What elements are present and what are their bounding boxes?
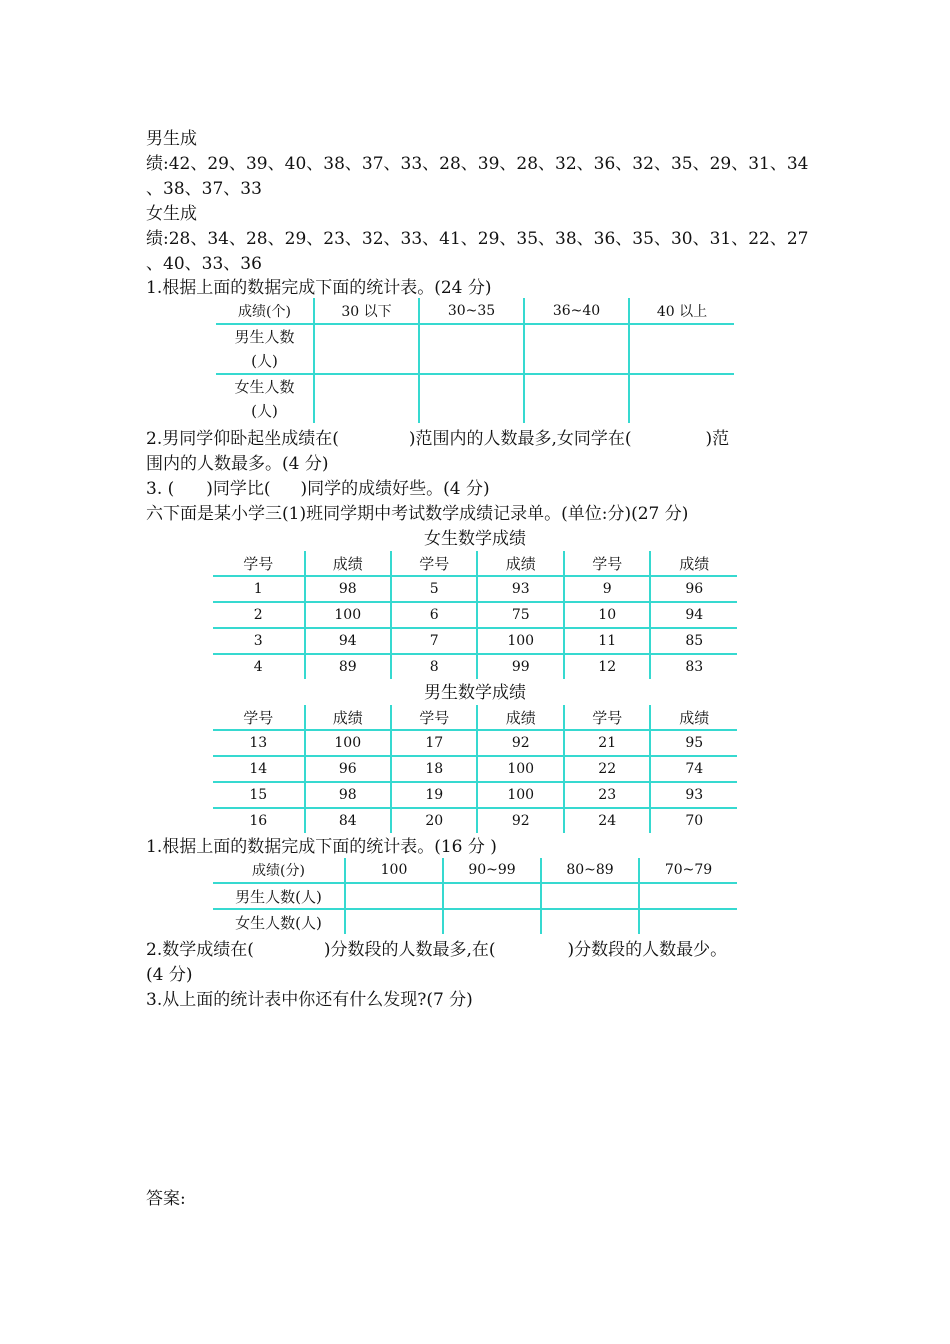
answer-cell[interactable] bbox=[345, 883, 443, 909]
student-id-cell: 17 bbox=[391, 730, 477, 756]
score-cell: 74 bbox=[650, 756, 737, 782]
score-cell: 75 bbox=[477, 602, 563, 628]
answer-label: 答案: bbox=[146, 1189, 186, 1209]
student-id-cell: 1 bbox=[213, 576, 305, 602]
score-cell: 92 bbox=[477, 730, 563, 756]
girls-score-table bbox=[213, 551, 737, 679]
score-cell: 100 bbox=[477, 782, 563, 808]
q2-part-b: )范围内的人数最多,女同学在( bbox=[408, 429, 632, 449]
table-header-cell: 90~99 bbox=[443, 858, 541, 883]
score-cell: 100 bbox=[477, 628, 563, 654]
table-header-cell: 成绩 bbox=[650, 551, 737, 576]
row-label-girls: 女生人数(人) bbox=[235, 913, 322, 932]
q2-part-a: 2.男同学仰卧起坐成绩在( bbox=[146, 429, 339, 449]
boys-table-title: 男生数学成绩 bbox=[424, 683, 526, 703]
score-cell: 84 bbox=[305, 808, 391, 833]
answer-cell[interactable] bbox=[524, 374, 629, 423]
score-cell: 92 bbox=[477, 808, 563, 833]
student-id-cell: 13 bbox=[213, 730, 305, 756]
score-cell: 98 bbox=[305, 782, 391, 808]
table-header-cell: 30~35 bbox=[419, 298, 524, 324]
table-header-cell: 学号 bbox=[391, 551, 477, 576]
score-cell: 94 bbox=[650, 602, 737, 628]
table-header-cell: 30 以下 bbox=[314, 298, 419, 324]
score-cell: 100 bbox=[305, 730, 391, 756]
question-5-1: 1.根据上面的数据完成下面的统计表。(24 分) bbox=[146, 278, 492, 298]
score-cell: 100 bbox=[477, 756, 563, 782]
row-label-boys: 男生人数(人) bbox=[213, 883, 345, 909]
girls-label: 女生成 bbox=[146, 204, 197, 224]
row-label-line: 男生人数 bbox=[234, 328, 295, 346]
student-id-cell: 11 bbox=[564, 628, 650, 654]
question-6-2-cont: (4 分) bbox=[146, 965, 193, 985]
question-5-2 bbox=[146, 427, 729, 451]
score-cell: 98 bbox=[305, 576, 391, 602]
score-cell: 96 bbox=[650, 576, 737, 602]
question-6-1: 1.根据上面的数据完成下面的统计表。(16 分 ) bbox=[146, 837, 497, 857]
table-header-cell: 学号 bbox=[213, 551, 305, 576]
table-header-cell: 100 bbox=[345, 858, 443, 883]
table-header-cell: 70~79 bbox=[639, 858, 737, 883]
student-id-cell: 21 bbox=[564, 730, 650, 756]
girls-table-title: 女生数学成绩 bbox=[424, 529, 526, 549]
answer-cell[interactable] bbox=[314, 374, 419, 423]
row-label-line: 女生人数 bbox=[234, 378, 295, 396]
row-label-unit: (人) bbox=[251, 352, 278, 370]
table-header-cell: 80~89 bbox=[541, 858, 639, 883]
q3-part-b: )同学比( bbox=[206, 479, 271, 499]
question-6-3: 3.从上面的统计表中你还有什么发现?(7 分) bbox=[146, 990, 473, 1010]
table-header-cell: 成绩 bbox=[650, 705, 737, 730]
student-id-cell: 15 bbox=[213, 782, 305, 808]
student-id-cell: 18 bbox=[391, 756, 477, 782]
student-id-cell: 22 bbox=[564, 756, 650, 782]
student-id-cell: 2 bbox=[213, 602, 305, 628]
girls-scores-cont: 、40、33、36 bbox=[146, 254, 262, 274]
student-id-cell: 5 bbox=[391, 576, 477, 602]
score-cell: 96 bbox=[305, 756, 391, 782]
answer-cell[interactable] bbox=[639, 909, 737, 934]
student-id-cell: 7 bbox=[391, 628, 477, 654]
student-id-cell: 4 bbox=[253, 659, 263, 675]
answer-cell[interactable] bbox=[629, 374, 734, 423]
table-header-cell: 成绩 bbox=[477, 551, 563, 576]
answer-cell[interactable] bbox=[314, 324, 419, 374]
answer-cell[interactable] bbox=[443, 883, 541, 909]
student-id-cell: 23 bbox=[564, 782, 650, 808]
q2-part-c: )分数段的人数最少。 bbox=[567, 940, 728, 960]
q2-part-c: )范 bbox=[705, 429, 730, 449]
answer-cell[interactable] bbox=[541, 883, 639, 909]
girls-scores: 绩:28、34、28、29、23、32、33、41、29、35、38、36、35、30、31、22、27 bbox=[146, 229, 809, 249]
table-header-cell: 学号 bbox=[213, 705, 305, 730]
table-header-cell: 学号 bbox=[391, 705, 477, 730]
score-cell: 94 bbox=[305, 628, 391, 654]
score-cell: 99 bbox=[477, 654, 563, 679]
answer-cell[interactable] bbox=[629, 324, 734, 374]
student-id-cell: 10 bbox=[564, 602, 650, 628]
score-cell: 83 bbox=[650, 654, 737, 679]
student-id-cell: 16 bbox=[249, 813, 268, 829]
student-id-cell: 3 bbox=[213, 628, 305, 654]
table-header-cell: 成绩 bbox=[305, 705, 391, 730]
student-id-cell: 9 bbox=[564, 576, 650, 602]
score-cell: 93 bbox=[650, 782, 737, 808]
score-cell: 89 bbox=[305, 654, 391, 679]
answer-cell[interactable] bbox=[345, 909, 443, 934]
question-5-2-cont: 围内的人数最多。(4 分) bbox=[146, 454, 329, 474]
table-header-cell: 成绩 bbox=[477, 705, 563, 730]
student-id-cell: 19 bbox=[391, 782, 477, 808]
score-cell: 93 bbox=[477, 576, 563, 602]
q3-part-c: )同学的成绩好些。(4 分) bbox=[300, 479, 490, 499]
student-id-cell: 8 bbox=[391, 654, 477, 679]
table-header-cell: 学号 bbox=[564, 551, 650, 576]
student-id-cell: 24 bbox=[564, 808, 650, 833]
student-id-cell: 6 bbox=[391, 602, 477, 628]
situp-stat-table bbox=[216, 298, 734, 423]
score-cell: 95 bbox=[650, 730, 737, 756]
answer-cell[interactable] bbox=[541, 909, 639, 934]
table-header-cell: 学号 bbox=[564, 705, 650, 730]
q3-part-a: 3. ( bbox=[146, 479, 175, 499]
boys-score-table bbox=[213, 705, 737, 833]
row-label-boys bbox=[216, 324, 314, 374]
boys-scores: 绩:42、29、39、40、38、37、33、28、39、28、32、36、32、35、29、31、34 bbox=[146, 154, 809, 174]
student-id-cell: 12 bbox=[564, 654, 650, 679]
table-header-cell: 成绩(分) bbox=[213, 858, 345, 883]
table-header-cell: 40 以上 bbox=[629, 298, 734, 324]
score-cell: 100 bbox=[305, 602, 391, 628]
question-5-3 bbox=[146, 477, 490, 501]
boys-scores-cont: 、38、37、33 bbox=[146, 179, 262, 199]
boys-label: 男生成 bbox=[146, 129, 197, 149]
table-header-cell: 成绩(个) bbox=[216, 298, 314, 324]
section-6-intro: 六下面是某小学三(1)班同学期中考试数学成绩记录单。(单位:分)(27 分) bbox=[146, 504, 689, 524]
student-id-cell: 14 bbox=[213, 756, 305, 782]
answer-cell[interactable] bbox=[524, 324, 629, 374]
row-label-girls bbox=[216, 374, 314, 423]
answer-cell[interactable] bbox=[419, 324, 524, 374]
math-stat-table bbox=[213, 858, 737, 934]
score-cell: 70 bbox=[650, 808, 737, 833]
table-header-cell: 成绩 bbox=[305, 551, 391, 576]
answer-cell[interactable] bbox=[443, 909, 541, 934]
row-label-unit: (人) bbox=[251, 402, 278, 420]
q2-part-a: 2.数学成绩在( bbox=[146, 940, 254, 960]
q2-part-b: )分数段的人数最多,在( bbox=[323, 940, 496, 960]
answer-cell[interactable] bbox=[419, 374, 524, 423]
table-header-cell: 36~40 bbox=[524, 298, 629, 324]
answer-cell[interactable] bbox=[639, 883, 737, 909]
score-cell: 85 bbox=[650, 628, 737, 654]
student-id-cell: 20 bbox=[391, 808, 477, 833]
question-6-2 bbox=[146, 938, 727, 962]
